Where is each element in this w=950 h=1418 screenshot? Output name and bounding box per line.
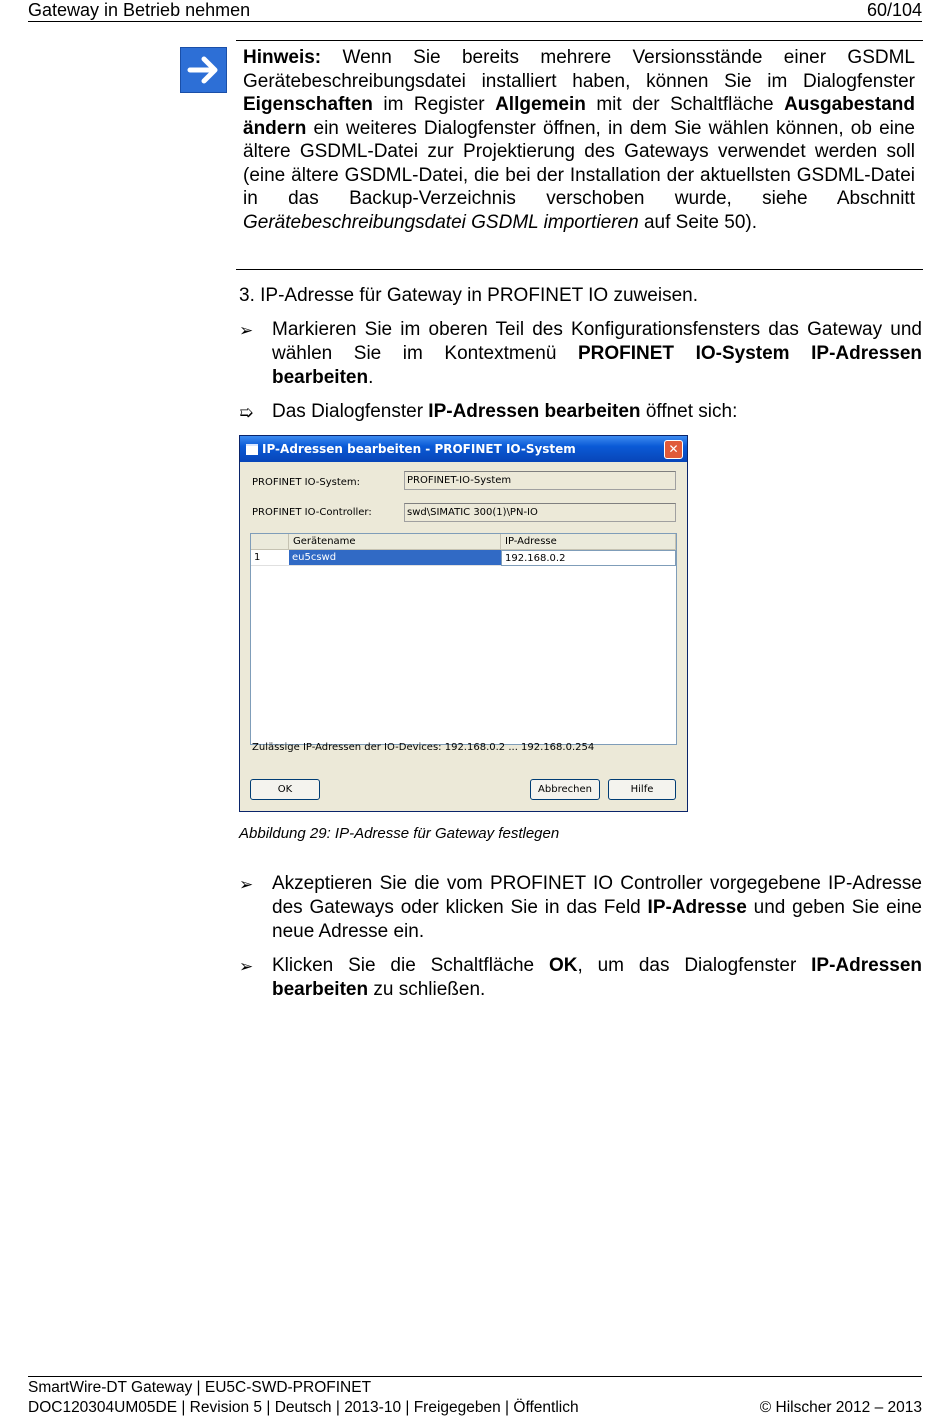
menu-reference: PROFINET IO-System IP-Adressen bearbeiten — [272, 343, 922, 388]
note-text-part: Wenn Sie bereits mehrere Versionsstände einer GSDML Gerätebeschreibungsdatei installiert haben, können Sie im Dialogfenster — [243, 47, 915, 92]
text-part: zu schließen. — [368, 979, 486, 1000]
text-part: Akzeptieren Sie die vom PROFINET IO Controller vorgegebene IP-Adresse des Gateways oder klicken Sie in das Feld — [272, 873, 922, 918]
dialog-title: IP-Adressen bearbeiten - PROFINET IO-System — [262, 442, 576, 456]
note-bottom-rule — [236, 269, 923, 270]
step-heading: 3. IP-Adresse für Gateway in PROFINET IO zuweisen. — [239, 285, 698, 306]
footer-copyright: © Hilscher 2012 – 2013 — [759, 1399, 922, 1416]
row-index: 1 — [251, 550, 289, 566]
dialog-titlebar — [240, 436, 687, 462]
ok-button[interactable]: OK — [250, 779, 320, 800]
text-part: . — [368, 367, 374, 388]
note-crossref: Gerätebeschreibungsdatei GSDML importieren — [243, 211, 639, 233]
note-bold-eigenschaften: Eigenschaften — [243, 94, 373, 115]
device-name-cell[interactable]: eu5cswd — [289, 550, 501, 566]
page-header-title: Gateway in Betrieb nehmen — [28, 0, 251, 20]
dialog-name-reference: IP-Adressen bearbeiten — [428, 401, 641, 422]
header-rule — [28, 21, 922, 22]
text-part: Das Dialogfenster — [272, 401, 429, 422]
system-label: PROFINET IO-System: — [252, 477, 361, 488]
note-text — [243, 46, 915, 234]
system-field: PROFINET-IO-System — [404, 471, 676, 490]
device-table — [250, 533, 677, 745]
window-icon — [246, 444, 258, 455]
result-text — [272, 400, 922, 424]
bullet-arrow-icon: ➢ — [239, 957, 254, 976]
note-text-part: im Register — [372, 94, 496, 115]
cancel-button[interactable]: Abbrechen — [530, 779, 600, 800]
ip-address-dialog — [239, 435, 688, 812]
note-label: Hinweis: — [243, 47, 322, 68]
controller-label: PROFINET IO-Controller: — [252, 507, 372, 518]
help-button[interactable]: Hilfe — [608, 779, 676, 800]
allowed-range-text: Zulässige IP-Adressen der IO-Devices: 192.168.0.2 ... 192.168.0.254 — [252, 742, 595, 753]
field-reference: IP-Adresse — [647, 897, 747, 918]
figure-caption: Abbildung 29: IP-Adresse für Gateway festlegen — [239, 825, 560, 842]
footer-product: SmartWire-DT Gateway | EU5C-SWD-PROFINET — [28, 1379, 372, 1396]
note-text-part: ein weiteres Dialogfenster öffnen, in dem Sie wählen können, ob eine ältere GSDML-Datei zur Projektierung des Gateways verwendet werden soll (eine ältere GSDML-Datei, die bei der Installation der aktuellsten GSDML-Datei in das Backup-Verzeichnis verschoben wurde, siehe Abschnitt — [243, 117, 915, 209]
instruction-click-ok — [272, 954, 922, 1002]
text-part: Markieren Sie im oberen Teil des Konfigurationsfensters das Gateway und wählen Sie im Kontextmenü — [272, 319, 922, 364]
text-part: und geben Sie eine neue Adresse ein. — [272, 897, 922, 942]
footer-rule — [28, 1376, 922, 1377]
footer-document-info: DOC120304UM05DE | Revision 5 | Deutsch | 2013-10 | Freigegeben | Öffentlich — [28, 1399, 579, 1416]
button-reference: OK — [548, 955, 578, 976]
arrow-right-icon — [180, 47, 227, 93]
text-part: öffnet sich: — [640, 401, 738, 422]
column-header-devicename[interactable]: Gerätename — [289, 534, 501, 550]
text-part: , um das Dialogfenster — [577, 955, 812, 976]
note-text-part: mit der Schaltfläche — [585, 94, 785, 115]
instruction-mark-gateway — [272, 318, 922, 390]
text-part: Klicken Sie die Schaltfläche — [272, 955, 549, 976]
column-header-index — [251, 534, 289, 550]
bullet-arrow-icon: ➢ — [239, 875, 254, 894]
dialog-name-reference: IP-Adressen bearbeiten — [272, 955, 922, 1000]
note-bold-allgemein: Allgemein — [495, 94, 586, 115]
controller-field: swd\SIMATIC 300(1)\PN-IO — [404, 503, 676, 522]
bullet-arrow-icon: ➢ — [239, 321, 254, 340]
note-text-part: auf Seite 50). — [638, 211, 757, 233]
page-number: 60/104 — [866, 0, 922, 20]
ip-address-cell[interactable]: 192.168.0.2 — [501, 550, 676, 566]
column-header-ipaddress[interactable]: IP-Adresse — [501, 534, 676, 550]
instruction-accept-ip — [272, 872, 922, 944]
note-top-rule — [236, 40, 923, 41]
result-arrow-icon: ➯ — [239, 403, 254, 422]
close-icon[interactable]: ✕ — [664, 440, 683, 459]
note-bold-ausgabestand: Ausgabestand ändern — [243, 94, 915, 139]
